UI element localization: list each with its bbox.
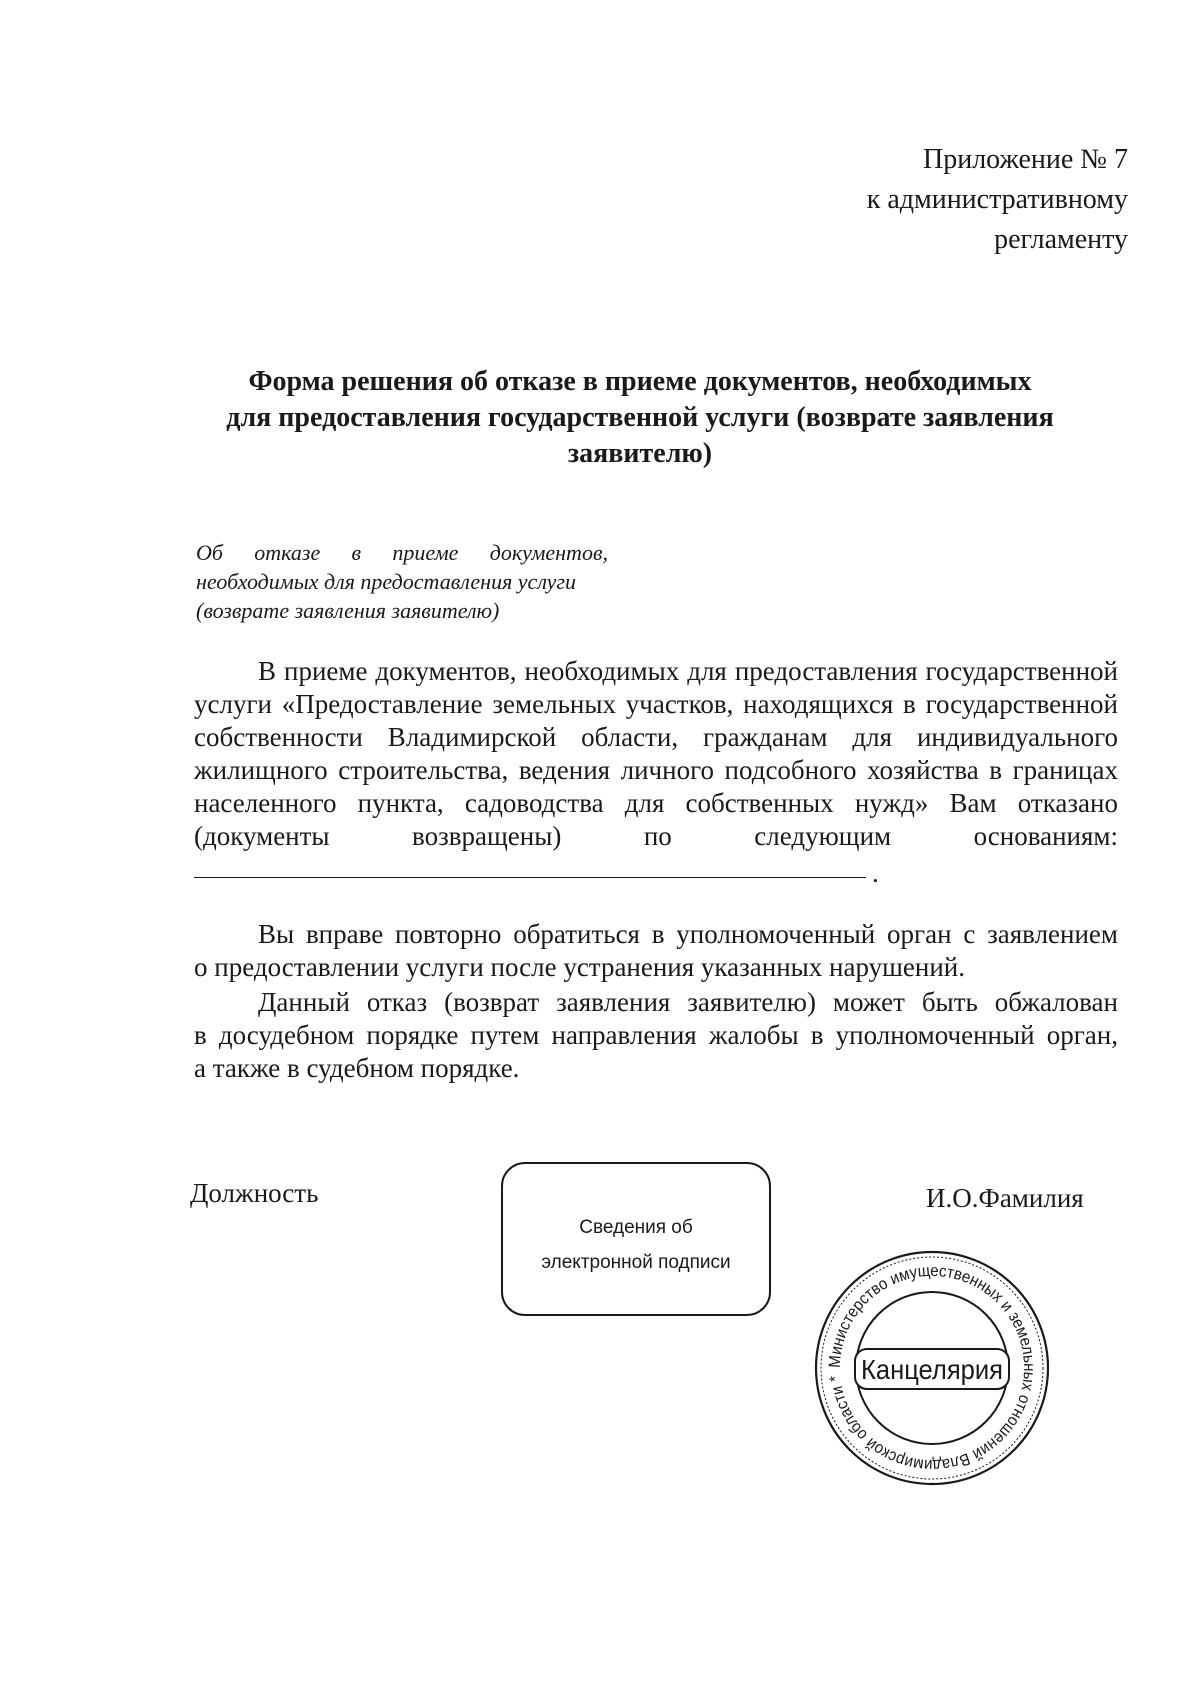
title-line-2: для предоставления государственной услуги (возврате заявления xyxy=(226,402,1054,433)
signature-box-line-1: Сведения об xyxy=(579,1217,693,1238)
grounds-blank-period: . xyxy=(872,858,879,888)
paragraph-1-line-6: (документы возвращены) по следующим основаниям: xyxy=(194,821,1118,851)
stamp-ring-text: Министерство имущественных и земельных отношений Владимирской области * xyxy=(825,1261,1039,1475)
paragraph-1-line-5: населенного пункта, садоводства для собственных нужд» Вам отказано xyxy=(194,788,1118,818)
appendix-line-3: регламенту xyxy=(994,224,1128,255)
paragraph-appeal xyxy=(194,986,1118,1085)
electronic-signature-box xyxy=(501,1162,771,1316)
paragraph-reapply xyxy=(194,918,1118,984)
name-label: И.О.Фамилия xyxy=(926,1183,1084,1213)
subject-line-3: (возврате заявления заявителю) xyxy=(196,598,500,623)
subject-line-2: необходимых для предоставления услуги xyxy=(196,569,576,594)
paragraph-1-line-1: В приеме документов, необходимых для предоставления государственной xyxy=(258,656,1118,686)
appendix-header xyxy=(708,140,1128,260)
paragraph-1-line-4: жилищного строительства, ведения личного подсобного хозяйства в границах xyxy=(194,755,1118,785)
paragraph-1-line-3: собственности Владимирской области, гражданам для индивидуального xyxy=(194,722,1118,752)
grounds-blank-line xyxy=(194,877,866,878)
subject-block xyxy=(196,538,608,625)
paragraph-2-line-1: Вы вправе повторно обратиться в уполномоченный орган с заявлением xyxy=(258,919,1118,949)
paragraph-refusal xyxy=(194,655,1118,853)
office-stamp xyxy=(812,1248,1052,1488)
paragraph-3-line-2: в досудебном порядке путем направления жалобы в уполномоченный орган, xyxy=(194,1020,1118,1050)
appendix-line-1: Приложение № 7 xyxy=(923,144,1128,175)
document-title xyxy=(200,364,1080,472)
title-line-3: заявителю) xyxy=(567,438,713,469)
stamp-center-text: Канцелярия xyxy=(861,1354,1003,1385)
paragraph-2-line-2: о предоставлении услуги после устранения указанных нарушений. xyxy=(194,952,966,982)
appendix-line-2: к административному xyxy=(866,184,1128,215)
signature-box-line-2: электронной подписи xyxy=(541,1252,731,1273)
title-line-1: Форма решения об отказе в приеме документов, необходимых xyxy=(248,366,1032,397)
subject-line-1: Об отказе в приеме документов, xyxy=(196,540,608,565)
position-label: Должность xyxy=(190,1178,319,1208)
paragraph-3-line-3: а также в судебном порядке. xyxy=(194,1053,520,1083)
paragraph-3-line-1: Данный отказ (возврат заявления заявителю) может быть обжалован xyxy=(258,987,1118,1017)
paragraph-1-line-2: услуги «Предоставление земельных участков, находящихся в государственной xyxy=(194,689,1118,719)
